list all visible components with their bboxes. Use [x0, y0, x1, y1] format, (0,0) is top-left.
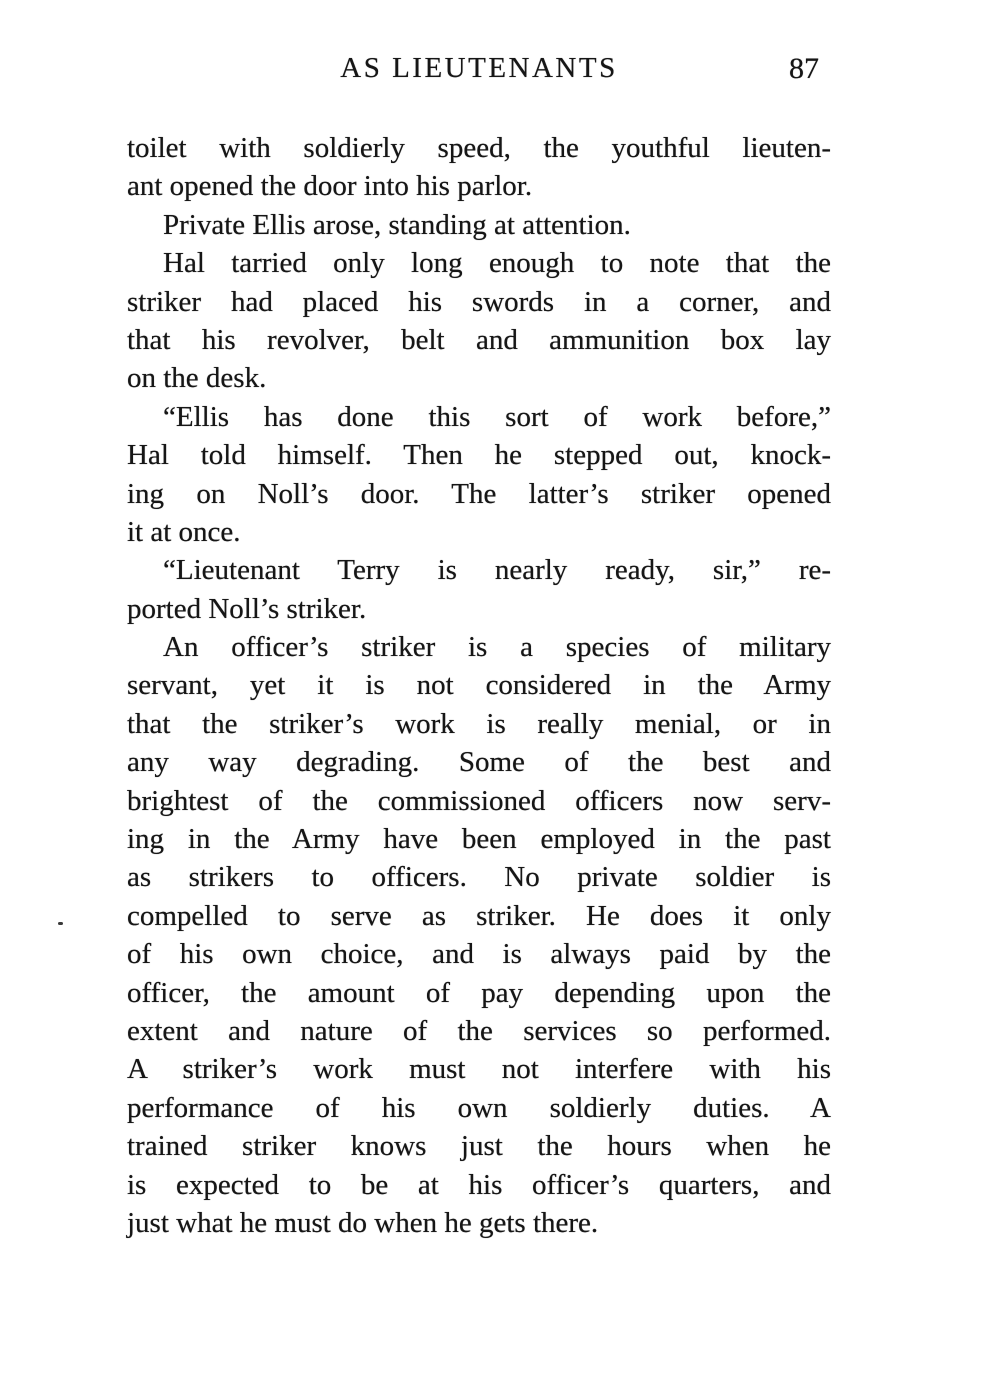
text-line: Private Ellis arose, standing at attention.	[163, 208, 631, 241]
text-line: compelled to serve as striker. He does it only	[127, 899, 831, 932]
paragraph	[127, 398, 831, 552]
text-line: just what he must do when he gets there.	[127, 1206, 599, 1239]
text-line: ported Noll’s striker.	[127, 592, 367, 625]
text-line: toilet with soldierly speed, the youthful lieuten-	[127, 132, 831, 164]
chapter-title: AS LIEUTENANTS	[340, 52, 618, 84]
text-line: extent and nature of the services so performed.	[127, 1014, 831, 1047]
body-text	[127, 129, 831, 1242]
text-line: is expected to be at his officer’s quarters, and	[127, 1168, 831, 1201]
text-line: that the striker’s work is really menial, or in	[127, 707, 831, 740]
text-line: ing on Noll’s door. The latter’s striker opened	[127, 477, 831, 510]
text-line: performance of his own soldierly duties. A	[127, 1091, 831, 1124]
text-line: on the desk.	[127, 362, 267, 395]
text-line: “Ellis has done this sort of work before,”	[163, 400, 831, 433]
running-header	[127, 52, 831, 92]
text-line: An officer’s striker is a species of military	[163, 631, 831, 664]
paragraph	[127, 206, 831, 244]
text-line: Hal told himself. Then he stepped out, knock-	[127, 439, 831, 472]
paragraph	[127, 129, 831, 206]
text-line: of his own choice, and is always paid by the	[127, 938, 831, 971]
paragraph	[127, 628, 831, 1242]
text-line: officer, the amount of pay depending upon the	[127, 976, 831, 1009]
text-line: servant, yet it is not considered in the Army	[127, 669, 831, 702]
text-line: any way degrading. Some of the best and	[127, 746, 831, 779]
paragraph	[127, 551, 831, 628]
text-line: trained striker knows just the hours when he	[127, 1130, 831, 1163]
text-line: it at once.	[127, 515, 241, 548]
text-line: Hal tarried only long enough to note that the	[163, 247, 831, 280]
text-line: ing in the Army have been employed in the past	[127, 823, 831, 856]
text-line: “Lieutenant Terry is nearly ready, sir,” re-	[163, 554, 831, 587]
text-line: as strikers to officers. No private soldier is	[127, 861, 831, 894]
text-line: that his revolver, belt and ammunition box lay	[127, 323, 831, 356]
text-line: brightest of the commissioned officers now serv-	[127, 784, 831, 817]
page-number: 87	[789, 52, 819, 85]
text-line: A striker’s work must not interfere with his	[127, 1053, 831, 1086]
text-line: ant opened the door into his parlor.	[127, 170, 533, 203]
text-line: striker had placed his swords in a corner, and	[127, 285, 831, 318]
ink-speck	[58, 922, 63, 925]
paragraph	[127, 244, 831, 398]
